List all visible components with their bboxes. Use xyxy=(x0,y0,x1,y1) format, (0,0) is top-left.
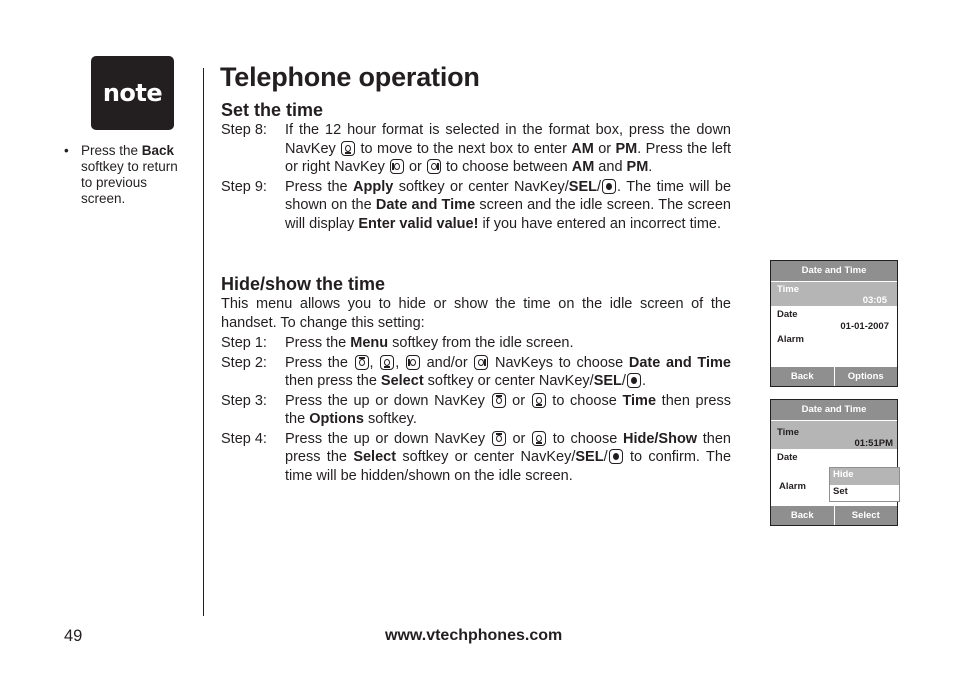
step-label: Step 3: xyxy=(221,392,267,409)
navkey-up-icon xyxy=(492,393,506,408)
step-label: Step 8: xyxy=(221,122,267,138)
step-2 xyxy=(221,354,731,391)
date-label: Date xyxy=(777,309,798,320)
intro-paragraph: This menu allows you to hide or show the time on the idle screen of the handset. To change this setting: xyxy=(221,296,731,331)
date-label: Date xyxy=(777,452,798,463)
options-popup xyxy=(829,467,900,502)
step-text: Press the up or down NavKey or to choose Hide/Show then press the Select softkey or center NavKey/SEL/ to confirm. The time will be hidden/shown on the idle screen. xyxy=(285,430,732,484)
navkey-down-icon xyxy=(380,355,394,370)
time-value: 03:05 xyxy=(862,295,887,306)
navkey-up-icon xyxy=(492,431,506,446)
navkey-down-icon xyxy=(532,393,546,408)
hide-show-heading: Hide/show the time xyxy=(221,274,386,294)
hide-show-content xyxy=(221,295,731,486)
navkey-left-icon xyxy=(406,355,420,370)
time-label: Time xyxy=(777,427,800,438)
handset-screen-date-time xyxy=(770,260,898,387)
date-value: 01-01-2007 xyxy=(840,321,889,332)
step-3 xyxy=(221,392,731,429)
screen-row-time xyxy=(771,282,897,306)
navkey-right-icon xyxy=(427,159,441,174)
page-title: Telephone operation xyxy=(220,62,480,92)
step-label: Step 4: xyxy=(221,430,267,447)
popup-item-set: Set xyxy=(833,486,848,497)
alarm-label: Alarm xyxy=(779,481,806,492)
navkey-left-icon xyxy=(390,159,404,174)
step-8 xyxy=(221,121,731,177)
step-label: Step 1: xyxy=(221,335,267,351)
step-text: If the 12 hour format is selected in the format box, press the down NavKey to move to the next box to enter AM or PM. Press the left or right NavKey or to choose between AM and PM. xyxy=(285,122,731,175)
step-4 xyxy=(221,430,731,486)
step-text: Press the , , and/or NavKeys to choose Date and Time then press the Select softkey or center NavKey/SEL/ . xyxy=(285,354,731,389)
navkey-down-icon xyxy=(532,431,546,446)
step-9 xyxy=(221,178,731,234)
screen-header: Date and Time xyxy=(771,400,897,421)
footer-url: www.vtechphones.com xyxy=(385,627,563,644)
navkey-down-icon xyxy=(341,141,355,156)
set-time-heading: Set the time xyxy=(221,100,324,120)
softkey-options: Options xyxy=(834,367,898,386)
navkey-up-icon xyxy=(355,355,369,370)
page-number: 49 xyxy=(64,627,83,645)
softkey-bar xyxy=(771,367,897,386)
set-time-content xyxy=(221,121,731,234)
navkey-center-icon xyxy=(609,449,623,464)
screen-row-alarm xyxy=(771,331,897,351)
screen-header: Date and Time xyxy=(771,261,897,282)
step-label: Step 2: xyxy=(221,354,267,371)
navkey-center-icon xyxy=(627,373,641,388)
navkey-right-icon xyxy=(474,355,488,370)
sidebar-note xyxy=(64,143,192,207)
note-badge: note xyxy=(91,56,174,130)
time-value: 01:51PM xyxy=(854,438,893,449)
softkey-select: Select xyxy=(834,506,898,525)
alarm-label: Alarm xyxy=(777,334,804,345)
step-text: Press the up or down NavKey or to choose Time then press the Options softkey. xyxy=(285,392,731,427)
step-1 xyxy=(221,334,731,353)
popup-item-hide: Hide xyxy=(830,468,899,485)
navkey-center-icon xyxy=(602,179,616,194)
softkey-bar xyxy=(771,506,897,525)
handset-screen-hide-show xyxy=(770,399,898,526)
softkey-back: Back xyxy=(790,510,814,521)
step-text: Press the Menu softkey from the idle screen. xyxy=(285,335,574,351)
sidebar-note-text: Press the Back softkey to return to previous screen. xyxy=(81,143,178,206)
screen-row-date xyxy=(771,306,897,331)
time-label: Time xyxy=(777,284,800,295)
step-label: Step 9: xyxy=(221,178,267,195)
column-divider xyxy=(203,68,204,616)
bullet: • xyxy=(64,143,69,158)
step-text: Press the Apply softkey or center NavKey/SEL/ . The time will be shown on the Date and Time screen and the idle screen. The screen will display Enter valid value! if you have entered an incorrect time. xyxy=(285,178,732,232)
screen-row-time xyxy=(771,421,897,449)
softkey-back: Back xyxy=(790,371,814,382)
back-keyword: Back xyxy=(141,143,175,158)
